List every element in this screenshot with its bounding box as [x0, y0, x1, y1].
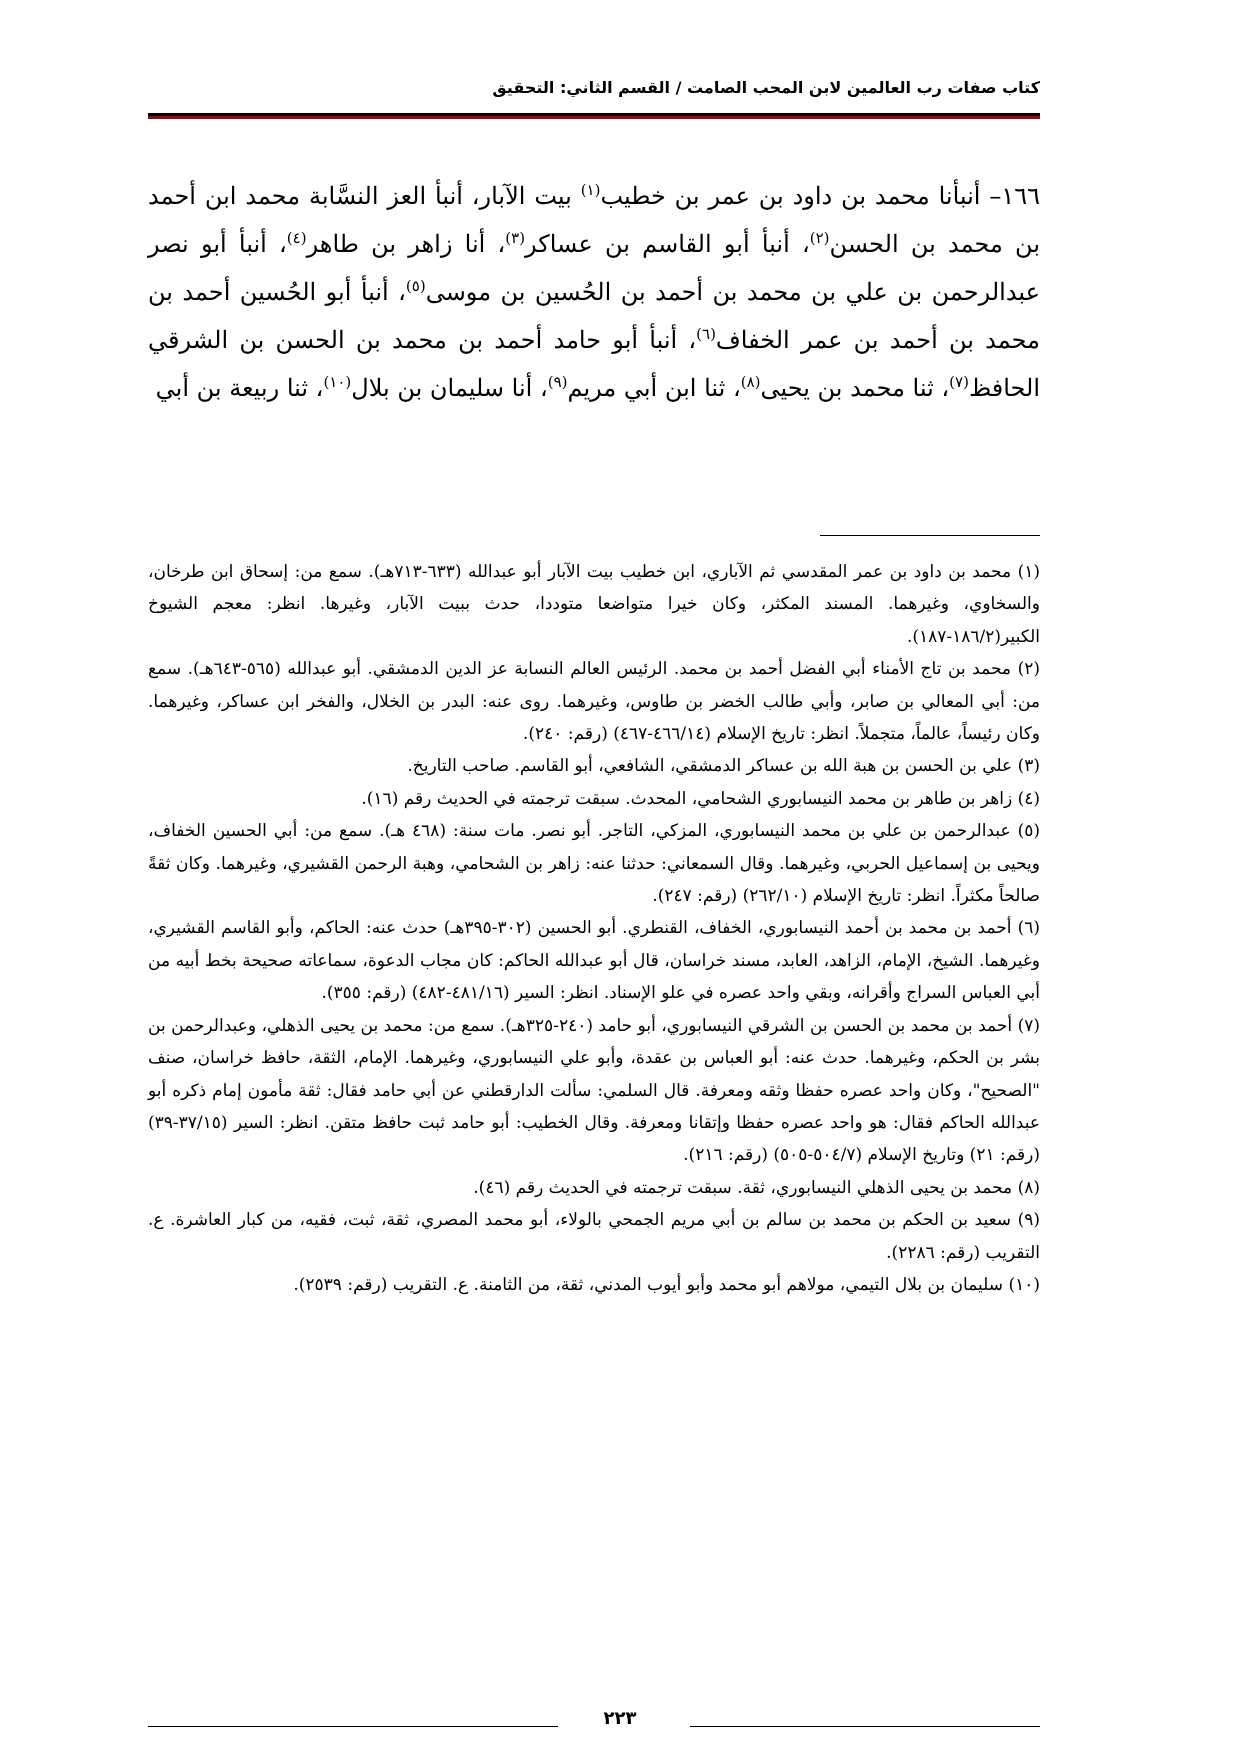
running-header-title: كتاب صفات رب العالمين لابن المحب الصامت / القسم الثاني: التحقيق [492, 78, 1040, 97]
footnote-text: أحمد بن محمد بن الحسن بن الشرقي النيسابوري، أبو حامد (٢٤٠-٣٢٥هـ). سمع من: محمد بن يحيى الذهلي، وعبدالرحمن بن بشر بن الحكم، وغيرهما. حدث عنه: أبو العباس بن عقدة، وأبو علي النيسابوري، وغيرهما. الإمام، الثقة، حافظ خراسان، صنف "الصحيح"، وكان واحد عصره حفظا وثقه ومعرفة. قال السلمي: سألت الدارقطني عن أبي حامد فقال: ثقة مأمون إمام ذكره أبو عبدالله الحاكم فقال: هو واحد عصره حفظا وإتقانا ومعرفة. وقال الخطيب: أبو حامد ثبت حافظ متقن. انظر: السير (٣٧/١٥-٣٩) (رقم: ٢١) وتاريخ الإسلام (٥٠٤/٧-٥٠٥) (رقم: ٢١٦). [148, 1015, 1040, 1166]
footnote-ref-8[interactable]: (٨) [740, 373, 761, 391]
text-segment: ، ثنا ربيعة بن أبي [155, 374, 324, 402]
text-segment: ١٦٦– أنبأنا محمد بن داود بن عمر بن خطيب [600, 182, 1041, 210]
footnote-number: (٣) [1017, 756, 1040, 777]
footnotes-list [148, 556, 1040, 1301]
footnote-number: (٢) [1017, 659, 1040, 680]
text-segment: ، أنبأ أبو حامد أحمد بن محمد بن الحسن بن الشرقي الحافظ [148, 326, 1040, 402]
footnote-8 [148, 1172, 1040, 1204]
footnote-number: (٥) [1017, 821, 1040, 842]
hadith-text [148, 172, 1040, 412]
footnote-3 [148, 750, 1040, 782]
footnote-4 [148, 783, 1040, 815]
text-segment: ، ثنا محمد بن يحيى [760, 374, 950, 402]
footnote-text: أحمد بن محمد بن أحمد النيسابوري، الخفاف، القنطري. أبو الحسين (٣٠٢-٣٩٥هـ) حدث عنه: الحاكم، وأبو القاسم القشيري، وغيرهما. الشيخ، الإمام، الزاهد، العابد، مسند خراسان، قال أبو عبدالله الحاكم: كان مجاب الدعوة، سماعاته صحيحة بخط أبيه من أبي العباس السراج وأقرانه، وبقي واحد عصره في علو الإسناد. انظر: السير (٤٨١/١٦-٤٨٢) (رقم: ٣٥٥). [148, 918, 1040, 1004]
footnote-number: (٤) [1017, 788, 1040, 809]
footnote-number: (١٠) [1008, 1274, 1040, 1295]
footnote-text: محمد بن تاج الأمناء أبي الفضل أحمد بن محمد. الرئيس العالم النسابة عز الدين الدمشقي. أبو عبدالله (٥٦٥-٦٤٣هـ). سمع من: أبي المعالي بن صابر، وأبي طالب الخضر بن طاوس، وغيرهما. روى عنه: البدر بن الخلال، والفخر ابن عساكر، وغيرهما. وكان رئيساً، عالماً، متجملاً. انظر: تاريخ الإسلام (٤٦٦/١٤-٤٦٧) (رقم: ٢٤٠). [148, 659, 1040, 745]
footnote-ref-3[interactable]: (٣) [505, 229, 526, 247]
footnote-ref-10[interactable]: (١٠) [323, 373, 352, 391]
header-double-rule [148, 113, 1040, 119]
text-segment: ، أنبأ أبو القاسم بن عساكر [525, 230, 810, 258]
text-segment: بيت الآبار، أنبأ العز النسَّابة محمد ابن أحمد بن محمد بن الحسن [148, 182, 1041, 258]
footnote-number: (٧) [1017, 1015, 1040, 1036]
footnote-text: علي بن الحسن بن هبة الله بن عساكر الدمشقي، الشافعي، أبو القاسم. صاحب التاريخ. [407, 756, 1013, 777]
footnote-2 [148, 653, 1040, 750]
footnote-ref-9[interactable]: (٩) [547, 373, 568, 391]
bottom-rule-left [148, 1726, 558, 1727]
footnote-9 [148, 1204, 1040, 1269]
footnote-number: (١) [1017, 562, 1041, 582]
footnote-10 [148, 1269, 1040, 1301]
text-segment: ، أنا سليمان بن بلال [351, 374, 548, 402]
footnote-6 [148, 912, 1040, 1009]
footnote-1 [148, 556, 1040, 653]
footnote-ref-6[interactable]: (٦) [696, 325, 716, 343]
footnote-text: زاهر بن طاهر بن محمد النيسابوري الشحامي، المحدث. سبقت ترجمته في الحديث رقم (١٦). [361, 788, 1013, 809]
footnote-text: محمد بن يحيى الذهلي النيسابوري، ثقة. سبقت ترجمته في الحديث رقم (٤٦). [473, 1177, 1013, 1198]
footnote-ref-4[interactable]: (٤) [286, 229, 307, 247]
footnote-ref-1[interactable]: (١) [580, 181, 601, 199]
text-segment: ، أنبأ أبو نصر عبدالرحمن بن علي بن محمد بن أحمد بن الحُسين بن موسى [148, 230, 1040, 306]
footnote-5 [148, 815, 1040, 912]
footnote-number: (٨) [1017, 1177, 1040, 1198]
footnote-separator [820, 535, 1040, 536]
footnote-ref-7[interactable]: (٧) [949, 373, 969, 391]
text-segment: ، أنبأ أبو الحُسين أحمد بن محمد بن أحمد بن عمر الخفاف [148, 278, 1040, 354]
footnote-ref-2[interactable]: (٢) [809, 229, 830, 247]
footnote-number: (٦) [1017, 918, 1041, 939]
footnote-ref-5[interactable]: (٥) [405, 277, 426, 295]
text-segment: ، أنا زاهر بن طاهر [306, 230, 506, 258]
page-number: ٢٢٣ [603, 1708, 637, 1729]
footnote-text: سليمان بن بلال التيمي، مولاهم أبو محمد وأبو أيوب المدني، ثقة، من الثامنة. ع. التقريب (رقم: ٢٥٣٩). [293, 1274, 1004, 1295]
footnote-text: سعيد بن الحكم بن محمد بن سالم بن أبي مريم الجمحي بالولاء، أبو محمد المصري، ثقة، ثبت، فقيه، من كبار العاشرة. ع. التقريب (رقم: ٢٢٨٦). [148, 1210, 1040, 1263]
footnote-text: عبدالرحمن بن علي بن محمد النيسابوري، المزكي، التاجر. أبو نصر. مات سنة: (٤٦٨ هـ). سمع من: أبي الحسين الخفاف، ويحيى بن إسماعيل الحربي، وغيرهما. وقال السمعاني: حدثنا عنه: زاهر بن الشحامي، وهبة الرحمن القشيري، وغيرهما. وكان ثقةً صالحاً مكثراً. انظر: تاريخ الإسلام (٢٦٢/١٠) (رقم: ٢٤٧). [148, 821, 1040, 907]
footnote-7 [148, 1010, 1040, 1172]
bottom-rule-right [690, 1726, 1040, 1727]
footnote-number: (٩) [1017, 1210, 1040, 1231]
footnote-text: محمد بن داود بن عمر المقدسي ثم الآباري، ابن خطيب بيت الآبار أبو عبدالله (٦٣٣-٧١٣هـ). سمع من: إسحاق ابن طرخان، والسخاوي، وغيرهما. المسند المكثر، وكان خيرا متواضعا متوددا، حدث ببيت الآبار، وغيرها. انظر: معجم الشيوخ الكبير(١٨٦/٢-١٨٧). [148, 562, 1040, 647]
text-segment: ، ثنا ابن أبي مريم [567, 374, 741, 402]
